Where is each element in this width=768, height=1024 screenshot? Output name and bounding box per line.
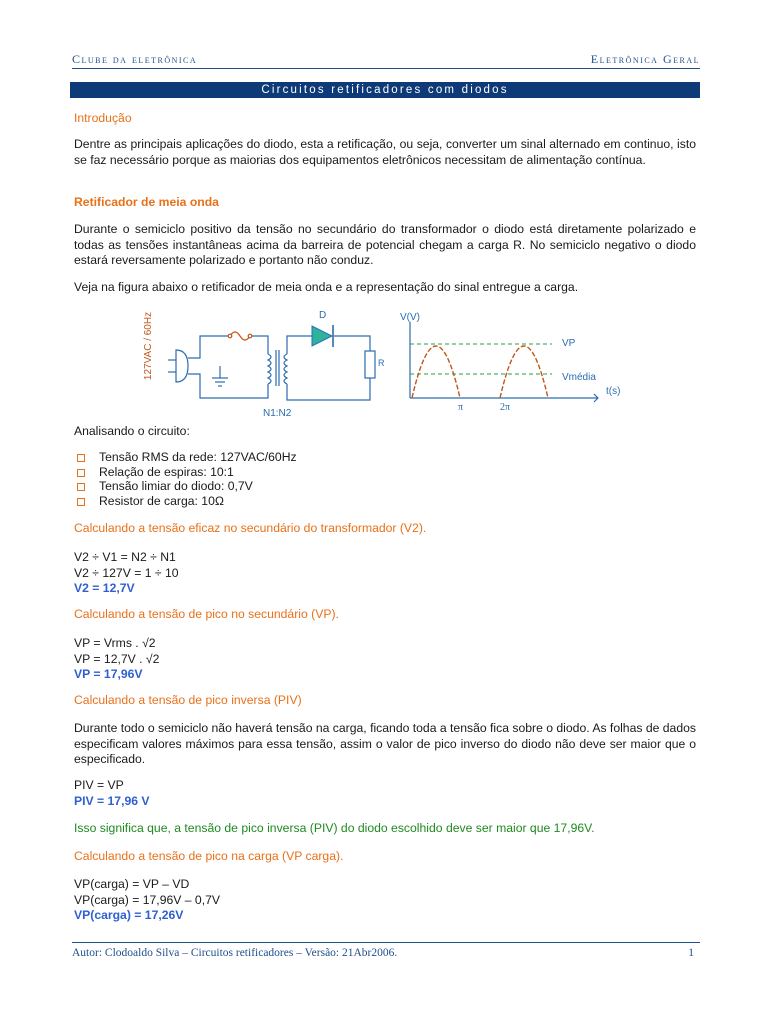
calc4-heading: Calculando a tensão de pico na carga (VP carga). — [74, 849, 344, 863]
vmedia-label: Vmédia — [562, 372, 596, 383]
diode-icon — [312, 325, 333, 347]
page-number: 1 — [688, 947, 694, 959]
calc1-heading: Calculando a tensão eficaz no secundário do transformador (V2). — [74, 521, 427, 535]
list-item: Resistor de carga: 10Ω — [74, 494, 297, 509]
calc3-paragraph: Durante todo o semiciclo não haverá tensão na carga, ficando toda a tensão fica sobre o diodo. As folhas de dados especificam valores máximos para essa tensão, assim o valor de pico inverso do diodo não deve ser maior que o especificado. — [74, 721, 696, 766]
rectifier-figure — [140, 306, 650, 421]
section-paragraph: Durante o semiciclo positivo da tensão no secundário do transformador o diodo está diretamente polarizado e todas as tensões instantâneas acima da barreira de potencial chegam a carga R. No semiciclo negativo o diodo estará reversamente polarizado e portanto não conduz. — [74, 222, 696, 267]
calc3-note: Isso significa que, a tensão de pico inversa (PIV) do diodo escolhido deve ser maior que 17,96V. — [74, 821, 595, 835]
source-label: 127VAC / 60Hz — [143, 311, 154, 381]
section-heading: Retificador de meia onda — [74, 195, 219, 209]
waveform-pulse-1 — [412, 346, 460, 398]
equation-result: VP(carga) = 17,26V — [74, 908, 184, 922]
vp-label: VP — [562, 338, 576, 349]
equation-line: PIV = VP — [74, 778, 124, 792]
analysis-heading: Analisando o circuito: — [74, 424, 190, 438]
calc4-block — [74, 877, 696, 924]
primary-wiring — [188, 336, 268, 398]
equation-line: V2 ÷ V1 = N2 ÷ N1 — [74, 550, 176, 564]
diode-label: D — [319, 310, 327, 321]
equation-result: VP = 17,96V — [74, 667, 143, 681]
calc3-block — [74, 778, 696, 809]
resistor-icon — [365, 351, 375, 378]
ratio-label: N1:N2 — [263, 408, 292, 419]
equation-line: VP(carga) = VP – VD — [74, 877, 190, 891]
calc2-block — [74, 636, 696, 683]
equation-result: V2 = 12,7V — [74, 581, 135, 595]
equation-result: PIV = 17,96 V — [74, 793, 150, 808]
equation-line: VP = 12,7V . √2 — [74, 651, 160, 666]
calc2-heading: Calculando a tensão de pico no secundário (VP). — [74, 607, 339, 621]
page-title: Circuitos retificadores com diodos — [70, 82, 700, 98]
calc3-heading: Calculando a tensão de pico inversa (PIV) — [74, 693, 302, 707]
figure-intro: Veja na figura abaixo o retificador de meia onda e a representação do sinal entregue a carga. — [74, 280, 579, 294]
plug-icon — [168, 350, 188, 382]
bullet-square-icon — [77, 469, 85, 477]
header-section-name: Eletrônica Geral — [590, 52, 700, 66]
header-site-name: Clube da eletrônica — [72, 52, 198, 66]
page-footer — [72, 942, 700, 959]
list-item: Relação de espiras: 10:1 — [74, 465, 297, 480]
list-item: Tensão limiar do diodo: 0,7V — [74, 479, 297, 494]
secondary-wiring — [287, 336, 370, 400]
intro-paragraph: Dentre as principais aplicações do diodo, esta a retificação, ou seja, converter um sinal alternado em continuo, isto se faz necessário porque as maiorias dos equipamentos eletrônicos necessitam de alimentação contínua. — [74, 137, 696, 167]
equation-line: VP(carga) = 17,96V – 0,7V — [74, 892, 221, 907]
pi-label: π — [458, 402, 464, 413]
y-axis-label: V(V) — [400, 312, 420, 323]
parameter-list — [74, 450, 297, 508]
list-item: Tensão RMS da rede: 127VAC/60Hz — [74, 450, 297, 465]
waveform-pulse-2 — [500, 346, 548, 398]
transformer-icon — [268, 350, 287, 386]
calc1-block — [74, 550, 696, 597]
fuse-icon — [228, 332, 252, 340]
bullet-square-icon — [77, 483, 85, 491]
two-pi-label: 2π — [500, 402, 511, 413]
equation-line: VP = Vrms . √2 — [74, 636, 156, 650]
equation-line: V2 ÷ 127V = 1 ÷ 10 — [74, 565, 179, 580]
waveform-axes — [410, 322, 598, 402]
x-axis-label: t(s) — [606, 386, 621, 397]
bullet-square-icon — [77, 498, 85, 506]
resistor-label: R — [378, 358, 385, 368]
bullet-square-icon — [77, 454, 85, 462]
page-header — [72, 50, 700, 69]
intro-heading: Introdução — [74, 111, 132, 125]
footer-author: Autor: Clodoaldo Silva – Circuitos retificadores – Versão: 21Abr2006. — [72, 947, 398, 959]
